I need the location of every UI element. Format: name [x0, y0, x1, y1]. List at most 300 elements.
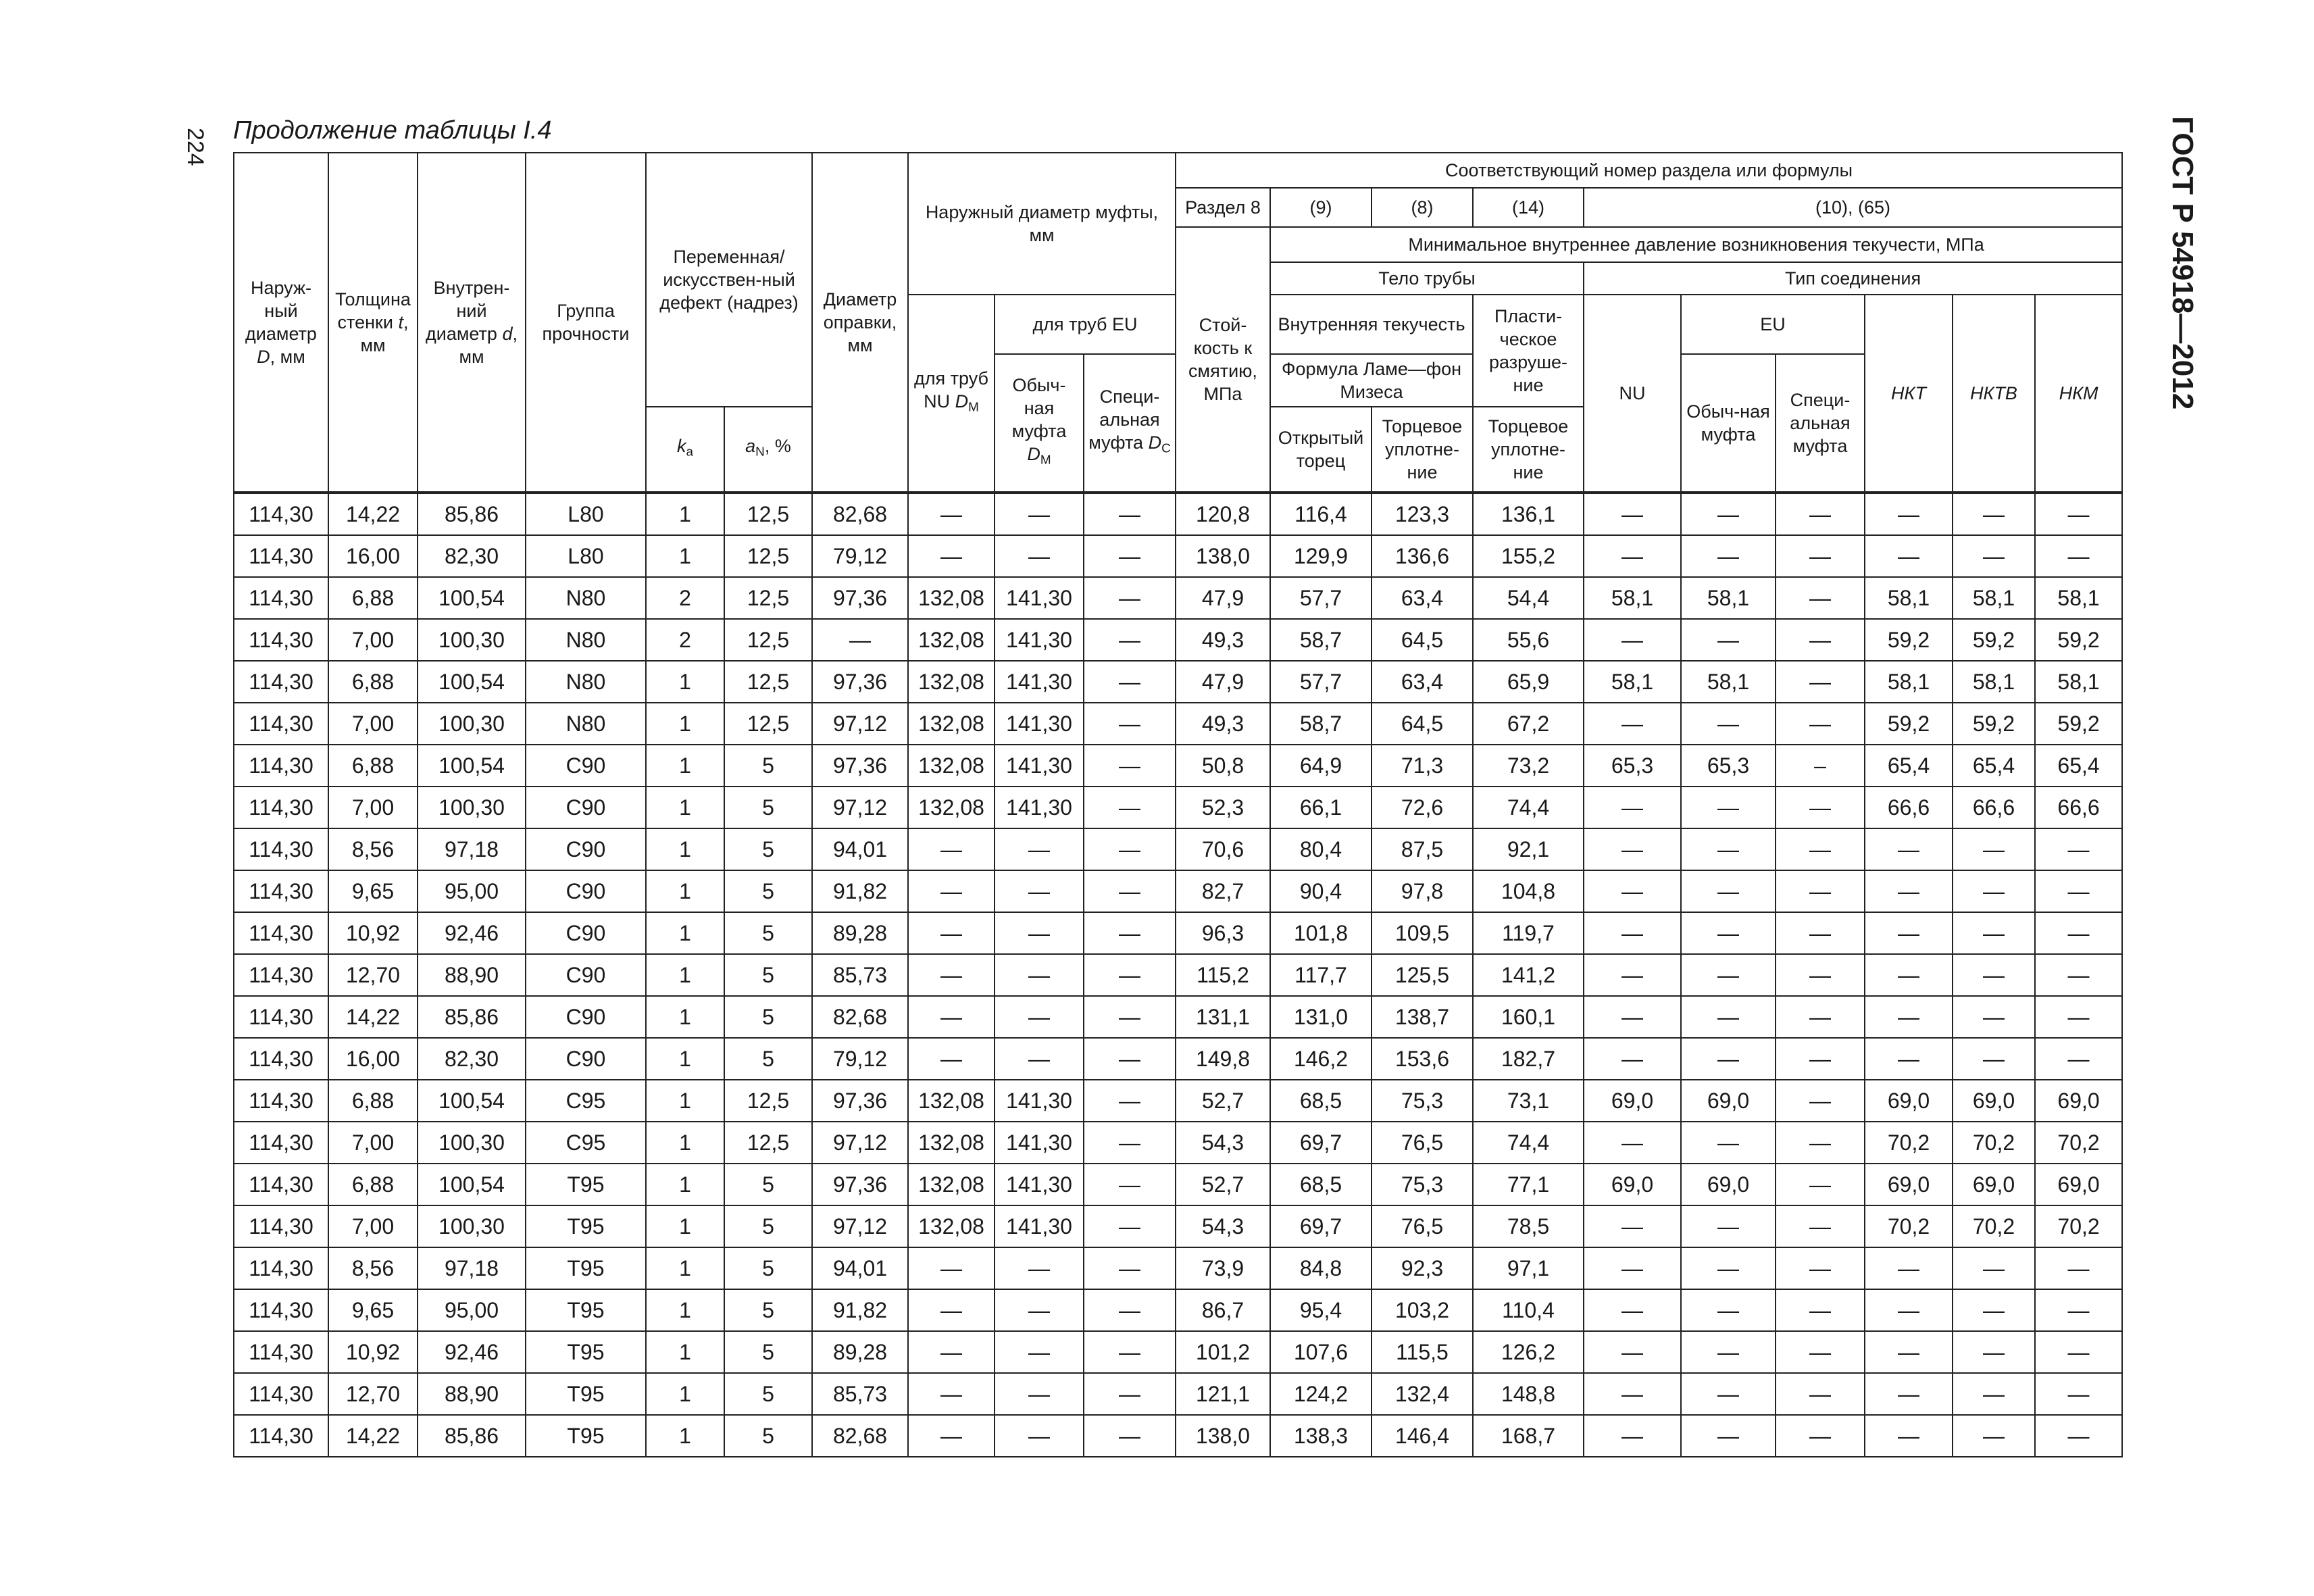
table-cell: 155,2 [1473, 535, 1584, 577]
table-cell: — [2035, 535, 2122, 577]
table-cell: 59,2 [2035, 619, 2122, 661]
table-cell: — [1681, 1122, 1776, 1164]
table-cell: — [1084, 577, 1176, 619]
table-body [234, 493, 2122, 1457]
table-cell: 12,5 [724, 493, 812, 535]
table-cell: — [1776, 1080, 1865, 1122]
table-cell: 115,5 [1372, 1331, 1473, 1373]
table-cell: 97,18 [418, 828, 526, 870]
table-cell: — [1681, 1205, 1776, 1247]
table-cell: 100,30 [418, 1205, 526, 1247]
table-cell: — [2035, 493, 2122, 535]
table-cell: — [995, 1247, 1084, 1289]
table-cell: 85,86 [418, 493, 526, 535]
table-cell: — [1681, 1289, 1776, 1331]
table-cell: 14,22 [328, 493, 418, 535]
table-cell: 97,18 [418, 1247, 526, 1289]
table-cell: — [1776, 1289, 1865, 1331]
table-cell: — [1084, 1038, 1176, 1080]
table-cell: — [1084, 1415, 1176, 1457]
table-cell: 9,65 [328, 1289, 418, 1331]
header-end-seal-plastic: Торцевое уплотне-ние [1473, 407, 1584, 493]
table-caption: Продолжение таблицы I.4 [233, 116, 552, 145]
table-cell: 132,08 [908, 619, 995, 661]
table-cell: — [1776, 1038, 1865, 1080]
table-cell: — [812, 619, 908, 661]
table-cell: 75,3 [1372, 1080, 1473, 1122]
table-cell: 96,3 [1176, 912, 1270, 954]
header-special-coupling: Специ-альная муфта $D_C$ [1084, 354, 1176, 493]
table-cell: — [1953, 954, 2035, 996]
table-cell: 1 [646, 493, 724, 535]
table-cell: 65,3 [1681, 745, 1776, 787]
table-cell: 131,0 [1270, 996, 1372, 1038]
table-cell: 114,30 [234, 619, 328, 661]
table-cell: — [1776, 535, 1865, 577]
table-cell: 97,12 [812, 1122, 908, 1164]
table-cell: — [1776, 1205, 1865, 1247]
table-cell: C90 [526, 870, 646, 912]
table-cell: 69,0 [1865, 1164, 1953, 1205]
table-cell: 59,2 [1865, 619, 1953, 661]
table-cell: T95 [526, 1247, 646, 1289]
table-cell: 168,7 [1473, 1415, 1584, 1457]
table-row [234, 1122, 2122, 1164]
table-cell: 69,0 [1681, 1164, 1776, 1205]
table-row [234, 828, 2122, 870]
table-cell: 54,4 [1473, 577, 1584, 619]
table-cell: 89,28 [812, 912, 908, 954]
table-cell: — [1865, 954, 1953, 996]
table-cell: — [1865, 1038, 1953, 1080]
table-cell: 100,54 [418, 745, 526, 787]
table-cell: 1 [646, 1331, 724, 1373]
table-cell: 52,7 [1176, 1080, 1270, 1122]
table-cell: 149,8 [1176, 1038, 1270, 1080]
table-cell: 107,6 [1270, 1331, 1372, 1373]
table-cell: 114,30 [234, 1205, 328, 1247]
table-cell: 70,2 [1865, 1122, 1953, 1164]
table-header [234, 153, 2122, 493]
table-cell: C95 [526, 1080, 646, 1122]
table-cell: — [1084, 1205, 1176, 1247]
header-plastic-failure: Пласти-ческое разруше-ние [1473, 295, 1584, 407]
table-cell: 97,36 [812, 745, 908, 787]
table-cell: — [995, 954, 1084, 996]
table-cell: — [1865, 912, 1953, 954]
table-cell: — [908, 870, 995, 912]
table-cell: 101,8 [1270, 912, 1372, 954]
header-section-8: Раздел 8 [1176, 188, 1270, 227]
table-cell: 69,0 [1953, 1080, 2035, 1122]
table-cell: — [995, 828, 1084, 870]
table-cell: 7,00 [328, 787, 418, 828]
table-row [234, 661, 2122, 703]
header-open-end: Открытый торец [1270, 407, 1372, 493]
table-cell: — [908, 954, 995, 996]
table-cell: 97,36 [812, 661, 908, 703]
table-cell: 116,4 [1270, 493, 1372, 535]
table-cell: 141,30 [995, 745, 1084, 787]
table-cell: — [1584, 1415, 1681, 1457]
table-cell: 7,00 [328, 619, 418, 661]
table-cell: — [1865, 1289, 1953, 1331]
table-cell: 1 [646, 1038, 724, 1080]
table-cell: C90 [526, 745, 646, 787]
table-cell: — [1865, 1247, 1953, 1289]
table-cell: 72,6 [1372, 787, 1473, 828]
table-cell: L80 [526, 535, 646, 577]
table-cell: — [1953, 828, 2035, 870]
table-cell: C90 [526, 912, 646, 954]
table-cell: 58,1 [2035, 661, 2122, 703]
table-cell: 136,1 [1473, 493, 1584, 535]
table-row [234, 1373, 2122, 1415]
table-cell: — [908, 1415, 995, 1457]
table-cell: 89,28 [812, 1331, 908, 1373]
table-cell: 82,30 [418, 1038, 526, 1080]
table-cell: 58,1 [1584, 577, 1681, 619]
table-cell: — [995, 1415, 1084, 1457]
table-row [234, 535, 2122, 577]
table-cell: 100,54 [418, 1080, 526, 1122]
header-nkt: НКТ [1865, 295, 1953, 493]
table-cell: — [1584, 1373, 1681, 1415]
table-cell: 70,6 [1176, 828, 1270, 870]
table-cell: 5 [724, 912, 812, 954]
table-cell: 68,5 [1270, 1164, 1372, 1205]
table-cell: 94,01 [812, 828, 908, 870]
table-row [234, 577, 2122, 619]
table-cell: — [1776, 1331, 1865, 1373]
table-cell: 57,7 [1270, 661, 1372, 703]
table-cell: 1 [646, 745, 724, 787]
table-row [234, 912, 2122, 954]
table-cell: — [908, 1373, 995, 1415]
table-cell: — [995, 1038, 1084, 1080]
table-cell: — [1084, 912, 1176, 954]
header-pipe-body: Тело трубы [1270, 262, 1584, 295]
table-cell: T95 [526, 1415, 646, 1457]
table-cell: N80 [526, 577, 646, 619]
table-cell: 95,00 [418, 1289, 526, 1331]
table-row [234, 1415, 2122, 1457]
table-cell: 121,1 [1176, 1373, 1270, 1415]
table-cell: 6,88 [328, 577, 418, 619]
table-cell: 114,30 [234, 912, 328, 954]
table-cell: 58,1 [1953, 661, 2035, 703]
table-cell: 91,82 [812, 1289, 908, 1331]
table-cell: 1 [646, 870, 724, 912]
table-cell: — [1084, 870, 1176, 912]
table-cell: — [908, 1247, 995, 1289]
table-cell: — [1865, 828, 1953, 870]
table-cell: 141,30 [995, 661, 1084, 703]
table-cell: — [908, 996, 995, 1038]
table-cell: 92,1 [1473, 828, 1584, 870]
table-cell: — [1776, 661, 1865, 703]
table-cell: 153,6 [1372, 1038, 1473, 1080]
table-cell: 5 [724, 1289, 812, 1331]
table-cell: 50,8 [1176, 745, 1270, 787]
table-cell: 148,8 [1473, 1373, 1584, 1415]
table-row [234, 1247, 2122, 1289]
table-cell: 141,30 [995, 787, 1084, 828]
table-cell: 69,0 [2035, 1080, 2122, 1122]
table-cell: — [1084, 1080, 1176, 1122]
table-cell: 97,36 [812, 1080, 908, 1122]
table-cell: 125,5 [1372, 954, 1473, 996]
table-cell: 119,7 [1473, 912, 1584, 954]
table-cell: 63,4 [1372, 577, 1473, 619]
table-cell: — [908, 912, 995, 954]
table-cell: 12,70 [328, 1373, 418, 1415]
table-cell: 74,4 [1473, 1122, 1584, 1164]
table-row [234, 1038, 2122, 1080]
header-formula-10-65: (10), (65) [1584, 188, 2122, 227]
table-row [234, 1164, 2122, 1205]
table-cell: — [1953, 870, 2035, 912]
table-cell: 85,73 [812, 954, 908, 996]
table-cell: — [1953, 912, 2035, 954]
table-cell: — [1776, 1373, 1865, 1415]
table-cell: 132,08 [908, 1080, 995, 1122]
table-cell: 58,1 [2035, 577, 2122, 619]
table-row [234, 619, 2122, 661]
table-cell: 49,3 [1176, 619, 1270, 661]
table-cell: 82,30 [418, 535, 526, 577]
table-cell: — [1776, 787, 1865, 828]
table-cell: 67,2 [1473, 703, 1584, 745]
table-row [234, 745, 2122, 787]
table-cell: 69,0 [1584, 1164, 1681, 1205]
table-cell: 75,3 [1372, 1164, 1473, 1205]
table-cell: — [2035, 1331, 2122, 1373]
table-cell: 1 [646, 787, 724, 828]
header-mandrel-diameter: Диаметр оправки, мм [812, 153, 908, 493]
table-cell: — [1084, 1122, 1176, 1164]
header-collapse-resistance: Стой-кость к смятию, МПа [1176, 227, 1270, 493]
table-cell: 114,30 [234, 828, 328, 870]
table-cell: 114,30 [234, 1080, 328, 1122]
table-cell: 73,2 [1473, 745, 1584, 787]
table-cell: — [1953, 996, 2035, 1038]
table-cell: — [995, 912, 1084, 954]
table-cell: — [1681, 703, 1776, 745]
table-cell: 114,30 [234, 1331, 328, 1373]
table-cell: N80 [526, 703, 646, 745]
table-cell: 1 [646, 703, 724, 745]
table-cell: 54,3 [1176, 1122, 1270, 1164]
table-cell: 14,22 [328, 996, 418, 1038]
table-cell: 47,9 [1176, 661, 1270, 703]
table-cell: — [908, 828, 995, 870]
table-cell: 87,5 [1372, 828, 1473, 870]
table-row [234, 1080, 2122, 1122]
table-cell: 6,88 [328, 1080, 418, 1122]
header-eu-pipes: для труб EU [995, 295, 1176, 354]
table-cell: 5 [724, 1415, 812, 1457]
table-cell: 131,1 [1176, 996, 1270, 1038]
table-cell: 1 [646, 1205, 724, 1247]
table-cell: 76,5 [1372, 1122, 1473, 1164]
table-cell: — [1681, 1038, 1776, 1080]
table-cell: 114,30 [234, 577, 328, 619]
table-cell: 138,0 [1176, 1415, 1270, 1457]
table-cell: 63,4 [1372, 661, 1473, 703]
table-cell: 92,3 [1372, 1247, 1473, 1289]
table-cell: 160,1 [1473, 996, 1584, 1038]
table-cell: 52,7 [1176, 1164, 1270, 1205]
header-outer-diameter: Наруж-ный диаметр D, мм [234, 153, 328, 493]
table-cell: — [1865, 493, 1953, 535]
table-cell: 69,0 [1953, 1164, 2035, 1205]
table-cell: — [995, 1331, 1084, 1373]
table-cell: — [2035, 1373, 2122, 1415]
table-cell: — [1776, 493, 1865, 535]
header-end-seal: Торцевое уплотне-ние [1372, 407, 1473, 493]
table-cell: — [1776, 577, 1865, 619]
table-cell: 120,8 [1176, 493, 1270, 535]
table-cell: — [908, 535, 995, 577]
table-cell: 59,2 [1953, 703, 2035, 745]
table-cell: — [1084, 828, 1176, 870]
table-cell: — [2035, 1247, 2122, 1289]
table-cell: L80 [526, 493, 646, 535]
table-cell: 1 [646, 535, 724, 577]
table-cell: 138,0 [1176, 535, 1270, 577]
table-cell: 126,2 [1473, 1331, 1584, 1373]
table-cell: — [1084, 1331, 1176, 1373]
table-cell: 82,68 [812, 996, 908, 1038]
table-cell: 54,3 [1176, 1205, 1270, 1247]
header-ka: $k_a$ [646, 407, 724, 493]
table-cell: C90 [526, 996, 646, 1038]
table-cell: — [1584, 493, 1681, 535]
table-cell: C90 [526, 828, 646, 870]
header-inner-diameter: Внутрен-ний диаметр d, мм [418, 153, 526, 493]
table-cell: 5 [724, 1373, 812, 1415]
table-cell: 141,30 [995, 1122, 1084, 1164]
table-cell: 100,54 [418, 1164, 526, 1205]
table-cell: 88,90 [418, 954, 526, 996]
table-cell: 132,08 [908, 745, 995, 787]
table-cell: — [1084, 745, 1176, 787]
header-formula-8: (8) [1372, 188, 1473, 227]
table-cell: 114,30 [234, 661, 328, 703]
table-cell: 59,2 [1953, 619, 2035, 661]
table-cell: 74,4 [1473, 787, 1584, 828]
table-cell: — [1681, 535, 1776, 577]
table-cell: — [1865, 870, 1953, 912]
table-cell: — [995, 996, 1084, 1038]
table-cell: 114,30 [234, 1373, 328, 1415]
table-cell: 1 [646, 1373, 724, 1415]
table-cell: C90 [526, 787, 646, 828]
data-table [233, 152, 2123, 1457]
table-cell: 138,3 [1270, 1415, 1372, 1457]
table-cell: — [1953, 535, 2035, 577]
table-cell: — [995, 870, 1084, 912]
table-cell: 85,86 [418, 1415, 526, 1457]
table-cell: 2 [646, 577, 724, 619]
table-cell: — [1584, 828, 1681, 870]
table-cell: 49,3 [1176, 703, 1270, 745]
table-cell: — [1084, 493, 1176, 535]
table-cell: — [1584, 1038, 1681, 1080]
table-cell: 132,08 [908, 1205, 995, 1247]
table-cell: — [1953, 1038, 2035, 1080]
header-connection-type: Тип соединения [1584, 262, 2122, 295]
table-cell: — [1084, 661, 1176, 703]
table-cell: 1 [646, 828, 724, 870]
table-cell: 12,5 [724, 661, 812, 703]
table-cell: 69,7 [1270, 1122, 1372, 1164]
table-cell: 70,2 [1953, 1122, 2035, 1164]
table-cell: — [1584, 535, 1681, 577]
table-cell: 10,92 [328, 1331, 418, 1373]
table-cell: 58,1 [1681, 577, 1776, 619]
table-cell: 12,5 [724, 577, 812, 619]
table-cell: — [2035, 996, 2122, 1038]
table-row [234, 870, 2122, 912]
header-eu-special-coupling: Специ-альная муфта [1776, 354, 1865, 493]
table-cell: — [1776, 828, 1865, 870]
table-cell: 58,1 [1584, 661, 1681, 703]
table-cell: 16,00 [328, 1038, 418, 1080]
table-cell: 100,54 [418, 577, 526, 619]
table-cell: 58,1 [1865, 661, 1953, 703]
table-cell: 16,00 [328, 535, 418, 577]
table-cell: 124,2 [1270, 1373, 1372, 1415]
table-cell: — [1865, 1415, 1953, 1457]
table-cell: — [1776, 1247, 1865, 1289]
table-cell: 114,30 [234, 1247, 328, 1289]
table-cell: — [1681, 954, 1776, 996]
table-cell: 5 [724, 1164, 812, 1205]
table-cell: — [1084, 1373, 1176, 1415]
table-cell: 5 [724, 1205, 812, 1247]
table-cell: 141,30 [995, 1164, 1084, 1205]
table-cell: 97,12 [812, 703, 908, 745]
table-cell: 6,88 [328, 1164, 418, 1205]
table-cell: T95 [526, 1205, 646, 1247]
table-cell: 65,4 [1865, 745, 1953, 787]
table-cell: 82,68 [812, 493, 908, 535]
table-cell: — [2035, 1415, 2122, 1457]
table-cell: — [2035, 954, 2122, 996]
table-cell: 82,7 [1176, 870, 1270, 912]
table-cell: 141,30 [995, 619, 1084, 661]
table-cell: — [1084, 996, 1176, 1038]
table-cell: 55,6 [1473, 619, 1584, 661]
table-cell: 5 [724, 1247, 812, 1289]
table-cell: 70,2 [1953, 1205, 2035, 1247]
header-strength-group: Группа прочности [526, 153, 646, 493]
table-cell: 100,30 [418, 787, 526, 828]
table-cell: — [1776, 870, 1865, 912]
table-cell: — [1084, 619, 1176, 661]
table-cell: 146,2 [1270, 1038, 1372, 1080]
table-cell: 132,08 [908, 787, 995, 828]
table-cell: 1 [646, 1415, 724, 1457]
table-cell: 5 [724, 1038, 812, 1080]
table-cell: 5 [724, 745, 812, 787]
table-cell: – [1776, 745, 1865, 787]
table-cell: — [1681, 870, 1776, 912]
table-cell: 5 [724, 828, 812, 870]
table-cell: 69,0 [2035, 1164, 2122, 1205]
